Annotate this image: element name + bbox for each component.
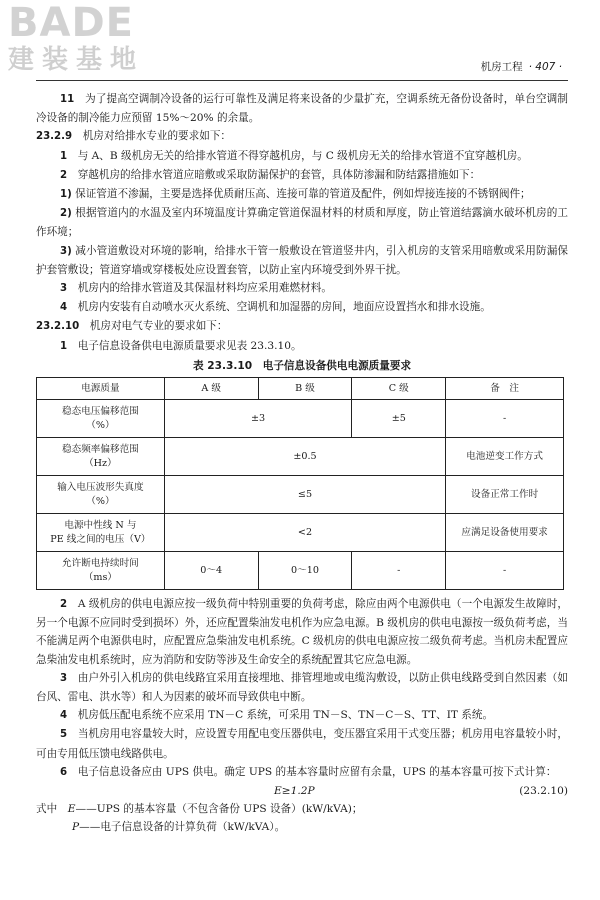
equation-number: (23.2.10) — [519, 785, 568, 798]
paragraph: 5 当机房用电容量较大时，应设置专用配电变压器供电，变压器宜采用干式变压器；机房用电容量较小时，可由专用低压馈电线路供电。 — [36, 728, 569, 760]
definition-p: P——电子信息设备的计算负荷（kW/kVA）。 — [72, 821, 286, 834]
list-item: 2 穿越机房的给排水管道应暗敷或采取防漏保护的套管，具体防渗漏和防结露措施如下： — [60, 168, 481, 181]
row-label: 允许断电持续时间 （ms） — [37, 552, 165, 590]
table-cell: - — [446, 552, 564, 590]
header-cell: C 级 — [352, 378, 446, 400]
list-item: 3) 减小管道敷设对环境的影响，给排水干管一般敷设在管道竖井内，引入机房的支管采用暗敷或采用防漏保护套管敷设；管道穿墙或穿楼板处应设置套管，以防止室内环境受到外界干扰。 — [36, 244, 568, 276]
table-row — [37, 514, 564, 552]
list-item: 1 与 A、B 级机房无关的给排水管道不得穿越机房，与 C 级机房无关的给排水管道不宜穿越机房。 — [60, 149, 528, 162]
header-cell: 电源质量 — [37, 378, 165, 400]
section-23-2-10-heading: 23.2.10 机房对电气专业的要求如下： — [36, 320, 228, 333]
formula-definitions — [36, 800, 568, 836]
list-item: 2) 根据管道内的水温及室内环境温度计算确定管道保温材料的材质和厚度，防止管道结露滴水破坏机房的工作环境； — [36, 207, 568, 239]
page-header — [36, 58, 568, 81]
header-cell: A 级 — [164, 378, 258, 400]
header-cell: B 级 — [258, 378, 352, 400]
table-cell: - — [446, 400, 564, 438]
table-row — [37, 552, 564, 590]
table-cell: 0～4 — [164, 552, 258, 590]
section-23-2-9-heading: 23.2.9 机房对给排水专业的要求如下： — [36, 130, 232, 143]
table-caption: 表 23.3.10 电子信息设备供电电源质量要求 — [192, 359, 412, 372]
row-label: 稳态频率偏移范围 （Hz） — [37, 438, 165, 476]
logo-wordmark: BADE — [8, 0, 134, 46]
definition-e: 式中 E——UPS 的基本容量（不包含备份 UPS 设备）(kW/kVA)； — [36, 803, 363, 816]
table-cell: ±0.5 — [164, 438, 445, 476]
header-cell: 备 注 — [446, 378, 564, 400]
list-item: 1) 保证管道不渗漏，主要是选择优质耐压高、连接可靠的管道及配件，例如焊接连接的不锈钢阀件； — [60, 188, 531, 201]
table-cell: 设备正常工作时 — [446, 476, 564, 514]
list-item: 3 机房内的给排水管道及其保温材料均应采用难燃材料。 — [60, 282, 332, 295]
page-body — [36, 90, 568, 836]
table-row — [37, 400, 564, 438]
table-cell: 0～10 — [258, 552, 352, 590]
table-cell: 电池逆变工作方式 — [446, 438, 564, 476]
paragraph-11: 11 为了提高空调制冷设备的运行可靠性及满足将来设备的少量扩充，空调系统无备份设备时，单台空调制冷设备的制冷能力应预留 15%～20% 的余量。 — [36, 93, 569, 125]
table-cell: ±3 — [164, 400, 352, 438]
formula-expression: E≥1.2P — [274, 785, 315, 798]
table-cell: ±5 — [352, 400, 446, 438]
table-row — [37, 438, 564, 476]
formula-row — [36, 782, 568, 800]
table-row — [37, 476, 564, 514]
paragraph: 3 由户外引入机房的供电线路宜采用直接埋地、排管埋地或电缆沟敷设，以防止供电线路受到自然因素（如台风、雷电、洪水等）和人为因素的破坏而导致供电中断。 — [36, 671, 569, 704]
paragraph: 6 电子信息设备应由 UPS 供电。确定 UPS 的基本容量时应留有余量，UPS 的基本容量可按下式计算： — [60, 765, 557, 778]
table-header-row — [37, 378, 564, 400]
page-number: · 407 · — [528, 61, 562, 73]
running-title: 机房工程 — [480, 61, 523, 73]
table-cell: 应满足设备使用要求 — [446, 514, 564, 552]
row-label: 电源中性线 N 与 PE 线之间的电压（V） — [37, 514, 165, 552]
paragraph: 4 机房低压配电系统不应采用 TN－C 系统，可采用 TN－S、TN－C－S、TT、IT 系统。 — [60, 709, 494, 722]
row-label: 稳态电压偏移范围 （%） — [37, 400, 165, 438]
paragraph: 2 A 级机房的供电电源应按一级负荷中特别重要的负荷考虑，除应由两个电源供电（一个电源发生故障时，另一个电源不应同时受到损坏）外，还应配置柴油发电机作为应急电源。B 级机房的供电电源按一级负荷考虑，当不能满足两个电源供电时，应配置应急柴油发电机系统。C 级机房的供电电源应按二级负荷考虑。当机房未配置应急柴油发电机系统时，应为消防和安防等涉及生命安全的系统配置其它应急电源。 — [36, 598, 569, 666]
table-cell: ≤5 — [164, 476, 445, 514]
power-quality-table — [36, 377, 564, 590]
logo-subtitle: 建装基地 — [8, 45, 145, 75]
list-item: 1 电子信息设备供电电源质量要求见表 23.3.10。 — [60, 339, 302, 352]
table-cell: <2 — [164, 514, 445, 552]
table-cell: - — [352, 552, 446, 590]
list-item: 4 机房内安装有自动喷水灭火系统、空调机和加湿器的房间，地面应设置挡水和排水设施。 — [60, 301, 491, 314]
row-label: 输入电压波形失真度 （%） — [37, 476, 165, 514]
